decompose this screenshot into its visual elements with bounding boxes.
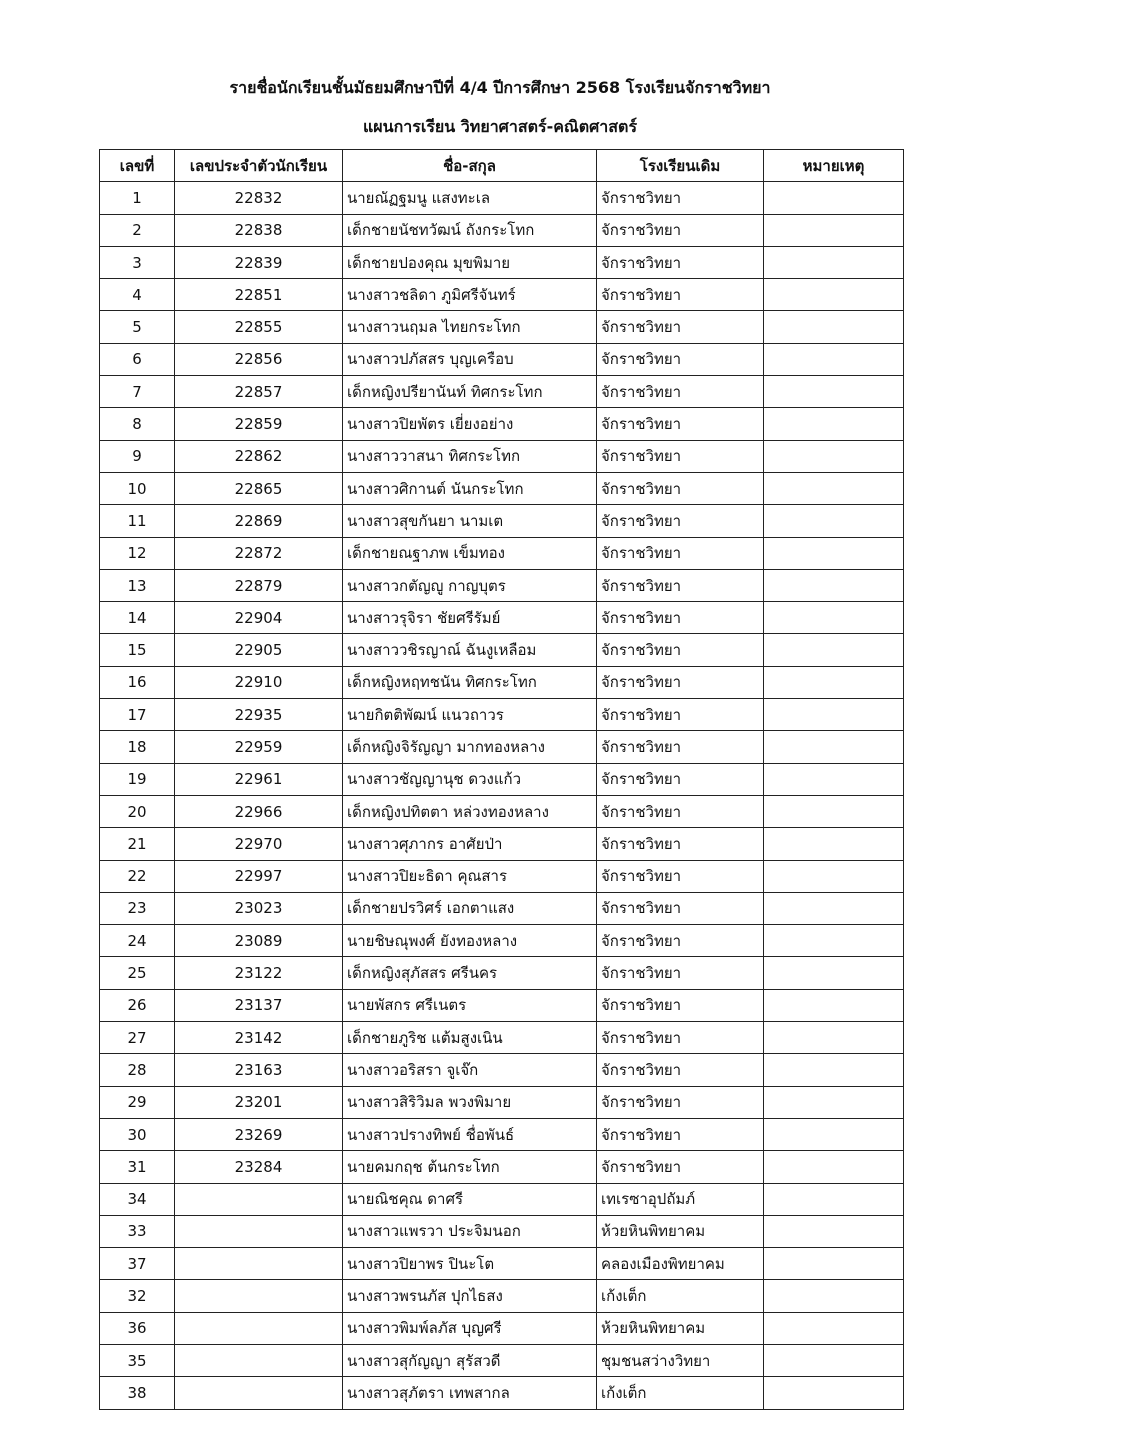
previous-school-cell: จักราชวิทยา (597, 214, 764, 246)
student-name-cell: นางสาวชัญญานุช ดวงแก้ว (343, 763, 597, 795)
table-row (100, 1151, 904, 1183)
previous-school-cell: จักราชวิทยา (597, 408, 764, 440)
remark-cell (764, 602, 904, 634)
document-subtitle: แผนการเรียน วิทยาศาสตร์-คณิตศาสตร์ (362, 117, 638, 136)
previous-school-cell: จักราชวิทยา (597, 957, 764, 989)
student-roster-table (99, 149, 904, 1410)
student-name-cell: นางสาวอริสรา จูเจ๊ก (343, 1054, 597, 1086)
row-number-cell: 8 (100, 408, 175, 440)
remark-cell (764, 569, 904, 601)
remark-cell (764, 376, 904, 408)
remark-cell (764, 182, 904, 214)
student-id-cell: 22856 (175, 343, 343, 375)
table-row (100, 343, 904, 375)
table-row (100, 537, 904, 569)
row-number-cell: 19 (100, 763, 175, 795)
previous-school-cell: จักราชวิทยา (597, 795, 764, 827)
table-row (100, 1022, 904, 1054)
table-row (100, 828, 904, 860)
row-number-cell: 6 (100, 343, 175, 375)
student-id-cell: 22832 (175, 182, 343, 214)
column-header-previous-school: โรงเรียนเดิม (597, 150, 764, 182)
remark-cell (764, 537, 904, 569)
table-body (100, 182, 904, 1409)
table-row (100, 795, 904, 827)
previous-school-cell: จักราชวิทยา (597, 1022, 764, 1054)
student-id-cell (175, 1183, 343, 1215)
student-id-cell: 22970 (175, 828, 343, 860)
row-number-cell: 15 (100, 634, 175, 666)
column-header-student-id: เลขประจำตัวนักเรียน (175, 150, 343, 182)
student-name-cell: นางสาวแพรวา ประจิมนอก (343, 1215, 597, 1247)
table-row (100, 569, 904, 601)
remark-cell (764, 1183, 904, 1215)
previous-school-cell: เก้งเต็ก (597, 1377, 764, 1409)
previous-school-cell: จักราชวิทยา (597, 989, 764, 1021)
previous-school-cell: เก้งเต็ก (597, 1280, 764, 1312)
table-row (100, 763, 904, 795)
remark-cell (764, 1344, 904, 1376)
row-number-cell: 3 (100, 246, 175, 278)
remark-cell (764, 472, 904, 504)
student-id-cell: 23142 (175, 1022, 343, 1054)
table-row (100, 311, 904, 343)
remark-cell (764, 731, 904, 763)
row-number-cell: 13 (100, 569, 175, 601)
table-row (100, 1118, 904, 1150)
previous-school-cell: ชุมชนสว่างวิทยา (597, 1344, 764, 1376)
remark-cell (764, 828, 904, 860)
table-row (100, 666, 904, 698)
previous-school-cell: จักราชวิทยา (597, 763, 764, 795)
remark-cell (764, 666, 904, 698)
table-row (100, 1086, 904, 1118)
document-title: รายชื่อนักเรียนชั้นมัธยมศึกษาปีที่ 4/4 ปีการศึกษา 2568 โรงเรียนจักราชวิทยา (229, 78, 771, 97)
remark-cell (764, 1022, 904, 1054)
student-name-cell: นางสาวพิมพ์ลภัส บุญศรี (343, 1312, 597, 1344)
remark-cell (764, 279, 904, 311)
student-id-cell: 22935 (175, 699, 343, 731)
previous-school-cell: จักราชวิทยา (597, 343, 764, 375)
student-id-cell: 22857 (175, 376, 343, 408)
row-number-cell: 10 (100, 472, 175, 504)
remark-cell (764, 505, 904, 537)
table-row (100, 472, 904, 504)
student-id-cell: 23163 (175, 1054, 343, 1086)
table-row (100, 440, 904, 472)
table-row (100, 376, 904, 408)
student-name-cell: เด็กหญิงสุภัสสร ศรีนคร (343, 957, 597, 989)
row-number-cell: 11 (100, 505, 175, 537)
student-id-cell: 22851 (175, 279, 343, 311)
student-name-cell: นางสาวสุกัญญา สุรัสวดี (343, 1344, 597, 1376)
student-name-cell: นางสาวปภัสสร บุญเครือบ (343, 343, 597, 375)
student-id-cell: 22966 (175, 795, 343, 827)
student-name-cell: นางสาวปิยพัตร เยี่ยงอย่าง (343, 408, 597, 440)
student-name-cell: เด็กชายภูริช แต้มสูงเนิน (343, 1022, 597, 1054)
student-id-cell: 22910 (175, 666, 343, 698)
student-id-cell (175, 1248, 343, 1280)
previous-school-cell: ห้วยหินพิทยาคม (597, 1312, 764, 1344)
table-row (100, 246, 904, 278)
student-name-cell: เด็กหญิงปรียานันท์ ทิศกระโทก (343, 376, 597, 408)
row-number-cell: 5 (100, 311, 175, 343)
student-id-cell: 22838 (175, 214, 343, 246)
previous-school-cell: จักราชวิทยา (597, 699, 764, 731)
header-row (100, 150, 904, 182)
student-name-cell: เด็กชายณฐาภพ เข็มทอง (343, 537, 597, 569)
student-id-cell: 22855 (175, 311, 343, 343)
student-id-cell: 22904 (175, 602, 343, 634)
previous-school-cell: จักราชวิทยา (597, 828, 764, 860)
table-row (100, 1312, 904, 1344)
row-number-cell: 36 (100, 1312, 175, 1344)
table-row (100, 1344, 904, 1376)
remark-cell (764, 634, 904, 666)
remark-cell (764, 1215, 904, 1247)
student-name-cell: นายคมกฤช ต้นกระโทก (343, 1151, 597, 1183)
student-id-cell: 22997 (175, 860, 343, 892)
previous-school-cell: จักราชวิทยา (597, 731, 764, 763)
student-name-cell: นางสาววชิรญาณ์ ฉันงูเหลือม (343, 634, 597, 666)
student-id-cell: 23137 (175, 989, 343, 1021)
previous-school-cell: จักราชวิทยา (597, 666, 764, 698)
row-number-cell: 22 (100, 860, 175, 892)
table-row (100, 279, 904, 311)
remark-cell (764, 989, 904, 1021)
row-number-cell: 38 (100, 1377, 175, 1409)
row-number-cell: 25 (100, 957, 175, 989)
column-header-name: ชื่อ-สกุล (343, 150, 597, 182)
row-number-cell: 24 (100, 925, 175, 957)
row-number-cell: 14 (100, 602, 175, 634)
student-id-cell (175, 1377, 343, 1409)
table-row (100, 408, 904, 440)
previous-school-cell: จักราชวิทยา (597, 182, 764, 214)
remark-cell (764, 214, 904, 246)
student-name-cell: นางสาวสุภัตรา เทพสากล (343, 1377, 597, 1409)
table-header (100, 150, 904, 182)
student-name-cell: นายณิชคุณ ดาศรี (343, 1183, 597, 1215)
previous-school-cell: จักราชวิทยา (597, 1118, 764, 1150)
previous-school-cell: จักราชวิทยา (597, 892, 764, 924)
previous-school-cell: จักราชวิทยา (597, 505, 764, 537)
student-name-cell: นางสาวปรางทิพย์ ชื่อพันธ์ (343, 1118, 597, 1150)
previous-school-cell: จักราชวิทยา (597, 376, 764, 408)
row-number-cell: 29 (100, 1086, 175, 1118)
previous-school-cell: จักราชวิทยา (597, 440, 764, 472)
student-id-cell: 23269 (175, 1118, 343, 1150)
student-name-cell: เด็กชายปรวิศร์ เอกตาแสง (343, 892, 597, 924)
remark-cell (764, 892, 904, 924)
table-row (100, 602, 904, 634)
student-id-cell (175, 1280, 343, 1312)
student-name-cell: เด็กหญิงหฤทชนัน ทิศกระโทก (343, 666, 597, 698)
table-row (100, 892, 904, 924)
table-row (100, 1183, 904, 1215)
student-name-cell: เด็กชายปองคุณ มุขพิมาย (343, 246, 597, 278)
student-id-cell: 23122 (175, 957, 343, 989)
table-row (100, 860, 904, 892)
remark-cell (764, 246, 904, 278)
table-row (100, 1248, 904, 1280)
student-name-cell: นางสาวรุจิรา ชัยศรีรัมย์ (343, 602, 597, 634)
row-number-cell: 21 (100, 828, 175, 860)
student-name-cell: นายพัสกร ศรีเนตร (343, 989, 597, 1021)
student-id-cell: 23284 (175, 1151, 343, 1183)
remark-cell (764, 763, 904, 795)
row-number-cell: 27 (100, 1022, 175, 1054)
table-row (100, 505, 904, 537)
previous-school-cell: จักราชวิทยา (597, 472, 764, 504)
remark-cell (764, 1118, 904, 1150)
student-name-cell: นางสาวปิยาพร ปินะโต (343, 1248, 597, 1280)
row-number-cell: 28 (100, 1054, 175, 1086)
student-name-cell: เด็กหญิงปทิตตา หล่วงทองหลาง (343, 795, 597, 827)
student-name-cell: นางสาวศุภากร อาศัยป่า (343, 828, 597, 860)
remark-cell (764, 860, 904, 892)
table-row (100, 1280, 904, 1312)
remark-cell (764, 1248, 904, 1280)
row-number-cell: 35 (100, 1344, 175, 1376)
student-id-cell: 23201 (175, 1086, 343, 1118)
table-row (100, 699, 904, 731)
table-row (100, 1054, 904, 1086)
student-id-cell: 22869 (175, 505, 343, 537)
table-row (100, 1377, 904, 1409)
column-header-no: เลขที่ (100, 150, 175, 182)
table-row (100, 634, 904, 666)
previous-school-cell: จักราชวิทยา (597, 860, 764, 892)
row-number-cell: 7 (100, 376, 175, 408)
previous-school-cell: จักราชวิทยา (597, 246, 764, 278)
student-id-cell: 22872 (175, 537, 343, 569)
row-number-cell: 18 (100, 731, 175, 763)
student-id-cell (175, 1215, 343, 1247)
student-name-cell: นางสาวสิริวิมล พวงพิมาย (343, 1086, 597, 1118)
student-name-cell: นางสาววาสนา ทิศกระโทก (343, 440, 597, 472)
row-number-cell: 16 (100, 666, 175, 698)
student-name-cell: เด็กหญิงจิรัญญา มากทองหลาง (343, 731, 597, 763)
remark-cell (764, 925, 904, 957)
remark-cell (764, 343, 904, 375)
student-id-cell (175, 1344, 343, 1376)
student-name-cell: นางสาวพรนภัส ปุกไธสง (343, 1280, 597, 1312)
previous-school-cell: จักราชวิทยา (597, 279, 764, 311)
remark-cell (764, 957, 904, 989)
table-row (100, 989, 904, 1021)
row-number-cell: 4 (100, 279, 175, 311)
row-number-cell: 33 (100, 1215, 175, 1247)
previous-school-cell: จักราชวิทยา (597, 1054, 764, 1086)
student-name-cell: นางสาวสุขกันยา นามเต (343, 505, 597, 537)
student-id-cell: 22961 (175, 763, 343, 795)
previous-school-cell: จักราชวิทยา (597, 1086, 764, 1118)
row-number-cell: 23 (100, 892, 175, 924)
row-number-cell: 32 (100, 1280, 175, 1312)
remark-cell (764, 408, 904, 440)
student-name-cell: นางสาวปิยะธิดา คุณสาร (343, 860, 597, 892)
previous-school-cell: จักราชวิทยา (597, 311, 764, 343)
student-name-cell: นางสาวศิกานต์ นันกระโทก (343, 472, 597, 504)
row-number-cell: 9 (100, 440, 175, 472)
student-id-cell: 22839 (175, 246, 343, 278)
remark-cell (764, 1151, 904, 1183)
student-id-cell: 22862 (175, 440, 343, 472)
previous-school-cell: จักราชวิทยา (597, 1151, 764, 1183)
remark-cell (764, 795, 904, 827)
row-number-cell: 12 (100, 537, 175, 569)
student-id-cell: 22959 (175, 731, 343, 763)
remark-cell (764, 1377, 904, 1409)
remark-cell (764, 311, 904, 343)
remark-cell (764, 1280, 904, 1312)
remark-cell (764, 1054, 904, 1086)
table-row (100, 925, 904, 957)
previous-school-cell: เทเรซาอุปถัมภ์ (597, 1183, 764, 1215)
student-name-cell: นางสาวกตัญญู กาญบุตร (343, 569, 597, 601)
previous-school-cell: จักราชวิทยา (597, 925, 764, 957)
row-number-cell: 17 (100, 699, 175, 731)
student-id-cell: 22865 (175, 472, 343, 504)
previous-school-cell: จักราชวิทยา (597, 634, 764, 666)
table-row (100, 214, 904, 246)
student-name-cell: นายกิตติพัฒน์ แนวถาวร (343, 699, 597, 731)
remark-cell (764, 1086, 904, 1118)
previous-school-cell: คลองเมืองพิทยาคม (597, 1248, 764, 1280)
row-number-cell: 34 (100, 1183, 175, 1215)
student-id-cell: 22859 (175, 408, 343, 440)
previous-school-cell: จักราชวิทยา (597, 537, 764, 569)
student-id-cell: 22905 (175, 634, 343, 666)
table-row (100, 957, 904, 989)
student-name-cell: นางสาวนฤมล ไทยกระโทก (343, 311, 597, 343)
student-id-cell: 22879 (175, 569, 343, 601)
row-number-cell: 20 (100, 795, 175, 827)
remark-cell (764, 440, 904, 472)
student-name-cell: เด็กชายนัชทวัฒน์ ถังกระโทก (343, 214, 597, 246)
row-number-cell: 26 (100, 989, 175, 1021)
table-row (100, 182, 904, 214)
student-id-cell: 23089 (175, 925, 343, 957)
table-row (100, 1215, 904, 1247)
remark-cell (764, 1312, 904, 1344)
column-header-remark: หมายเหตุ (764, 150, 904, 182)
student-id-cell (175, 1312, 343, 1344)
row-number-cell: 2 (100, 214, 175, 246)
table-row (100, 731, 904, 763)
row-number-cell: 30 (100, 1118, 175, 1150)
previous-school-cell: จักราชวิทยา (597, 569, 764, 601)
student-name-cell: นางสาวชลิดา ภูมิศรีจันทร์ (343, 279, 597, 311)
student-name-cell: นายณัฏฐมนู แสงทะเล (343, 182, 597, 214)
previous-school-cell: จักราชวิทยา (597, 602, 764, 634)
row-number-cell: 1 (100, 182, 175, 214)
student-name-cell: นายชิษณุพงศ์ ยังทองหลาง (343, 925, 597, 957)
row-number-cell: 31 (100, 1151, 175, 1183)
previous-school-cell: ห้วยหินพิทยาคม (597, 1215, 764, 1247)
student-id-cell: 23023 (175, 892, 343, 924)
remark-cell (764, 699, 904, 731)
row-number-cell: 37 (100, 1248, 175, 1280)
